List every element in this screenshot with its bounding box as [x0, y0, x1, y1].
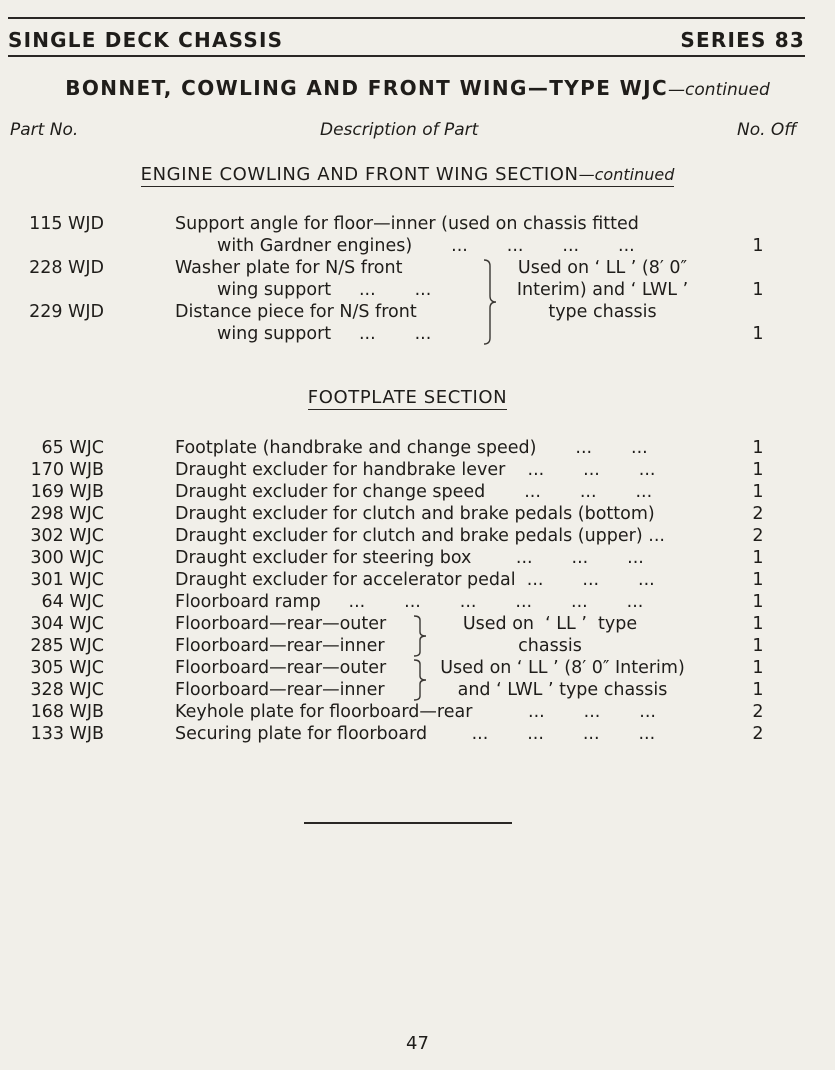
usage-note: Interim) and ‘ LWL ’ — [516, 280, 689, 300]
quantity: 2 — [752, 526, 764, 546]
part-number: 168 WJB — [30, 702, 104, 722]
brace-icon — [410, 658, 432, 702]
quantity: 1 — [752, 570, 764, 590]
part-number: 302 WJC — [30, 526, 104, 546]
header-left: SINGLE DECK CHASSIS — [8, 28, 284, 52]
description: Keyhole plate for floorboard—rear ... ... ... — [175, 702, 656, 722]
description: Draught excluder for change speed ... ... ... — [175, 482, 653, 502]
quantity: 1 — [752, 280, 764, 300]
part-number: 115 WJD — [29, 214, 104, 234]
quantity: 1 — [752, 460, 764, 480]
description: Draught excluder for clutch and brake pedals (bottom) — [175, 504, 655, 524]
quantity: 2 — [752, 724, 764, 744]
quantity: 1 — [752, 680, 764, 700]
part-number: 170 WJB — [30, 460, 104, 480]
description: Floorboard ramp ... ... ... ... ... ... — [175, 592, 644, 612]
description-line: Distance piece for N/S front — [175, 302, 417, 322]
description: Draught excluder for accelerator pedal ... ... ... — [175, 570, 655, 590]
brace-icon — [478, 258, 502, 346]
part-number: 229 WJD — [29, 302, 104, 322]
description: Draught excluder for clutch and brake pedals (upper) ... — [175, 526, 665, 546]
description-line: Washer plate for N/S front — [175, 258, 403, 278]
description: Securing plate for floorboard ... ... ... ... — [175, 724, 656, 744]
usage-note: Used on ‘ LL ’ type — [462, 614, 638, 634]
page-title-suffix: —continued — [668, 80, 770, 100]
part-number: 298 WJC — [30, 504, 104, 524]
description: Floorboard—rear—inner — [175, 636, 385, 656]
page-title-main: BONNET, COWLING AND FRONT WING—TYPE WJC — [65, 76, 669, 100]
brace-icon — [410, 614, 432, 658]
part-number: 65 WJC — [41, 438, 104, 458]
page-number: 47 — [406, 1033, 429, 1054]
section-heading-engine-cowling — [0, 164, 825, 185]
description-line: Support angle for floor—inner (used on chassis fitted — [175, 214, 639, 234]
part-number: 133 WJB — [30, 724, 104, 744]
quantity: 1 — [752, 482, 764, 502]
part-number: 169 WJB — [30, 482, 104, 502]
column-header-no-off: No. Off — [737, 120, 797, 140]
quantity: 1 — [752, 658, 764, 678]
quantity: 1 — [752, 548, 764, 568]
header-rule — [8, 55, 805, 57]
part-number: 300 WJC — [30, 548, 104, 568]
usage-note: Used on ‘ LL ’ (8′ 0″ — [517, 258, 688, 278]
usage-note: chassis — [518, 636, 582, 656]
description-line: with Gardner engines) ... ... ... ... — [217, 236, 635, 256]
section-heading-text: FOOTPLATE SECTION — [307, 387, 508, 408]
page-title — [0, 76, 835, 100]
description: Floorboard—rear—outer — [175, 614, 387, 634]
description: Draught excluder for handbrake lever ... ... ... — [175, 460, 656, 480]
description: Draught excluder for steering box ... ... ... — [175, 548, 644, 568]
usage-note: Used on ‘ LL ’ (8′ 0″ Interim) — [440, 658, 685, 678]
quantity: 1 — [752, 636, 764, 656]
description-line: wing support ... ... — [217, 280, 432, 300]
section-heading-text: ENGINE COWLING AND FRONT WING SECTION—continued — [140, 164, 675, 185]
quantity: 1 — [752, 438, 764, 458]
description: Floorboard—rear—inner — [175, 680, 385, 700]
part-number: 328 WJC — [30, 680, 104, 700]
description-line: wing support ... ... — [217, 324, 432, 344]
quantity: 1 — [752, 236, 764, 256]
quantity: 1 — [752, 592, 764, 612]
usage-note: and ‘ LWL ’ type chassis — [457, 680, 668, 700]
part-number: 305 WJC — [30, 658, 104, 678]
part-number: 285 WJC — [30, 636, 104, 656]
header-right: SERIES 83 — [680, 28, 805, 52]
column-header-part-no: Part No. — [10, 120, 79, 140]
usage-note: type chassis — [548, 302, 657, 322]
quantity: 2 — [752, 702, 764, 722]
column-header-description: Description of Part — [320, 120, 479, 140]
part-number: 304 WJC — [30, 614, 104, 634]
quantity: 1 — [752, 324, 764, 344]
part-number: 64 WJC — [41, 592, 104, 612]
quantity: 2 — [752, 504, 764, 524]
end-rule — [304, 822, 512, 824]
top-rule — [8, 17, 805, 19]
description: Floorboard—rear—outer — [175, 658, 387, 678]
quantity: 1 — [752, 614, 764, 634]
part-number: 228 WJD — [29, 258, 104, 278]
description: Footplate (handbrake and change speed) ... ... — [175, 438, 648, 458]
section-heading-footplate — [0, 387, 825, 408]
part-number: 301 WJC — [30, 570, 104, 590]
